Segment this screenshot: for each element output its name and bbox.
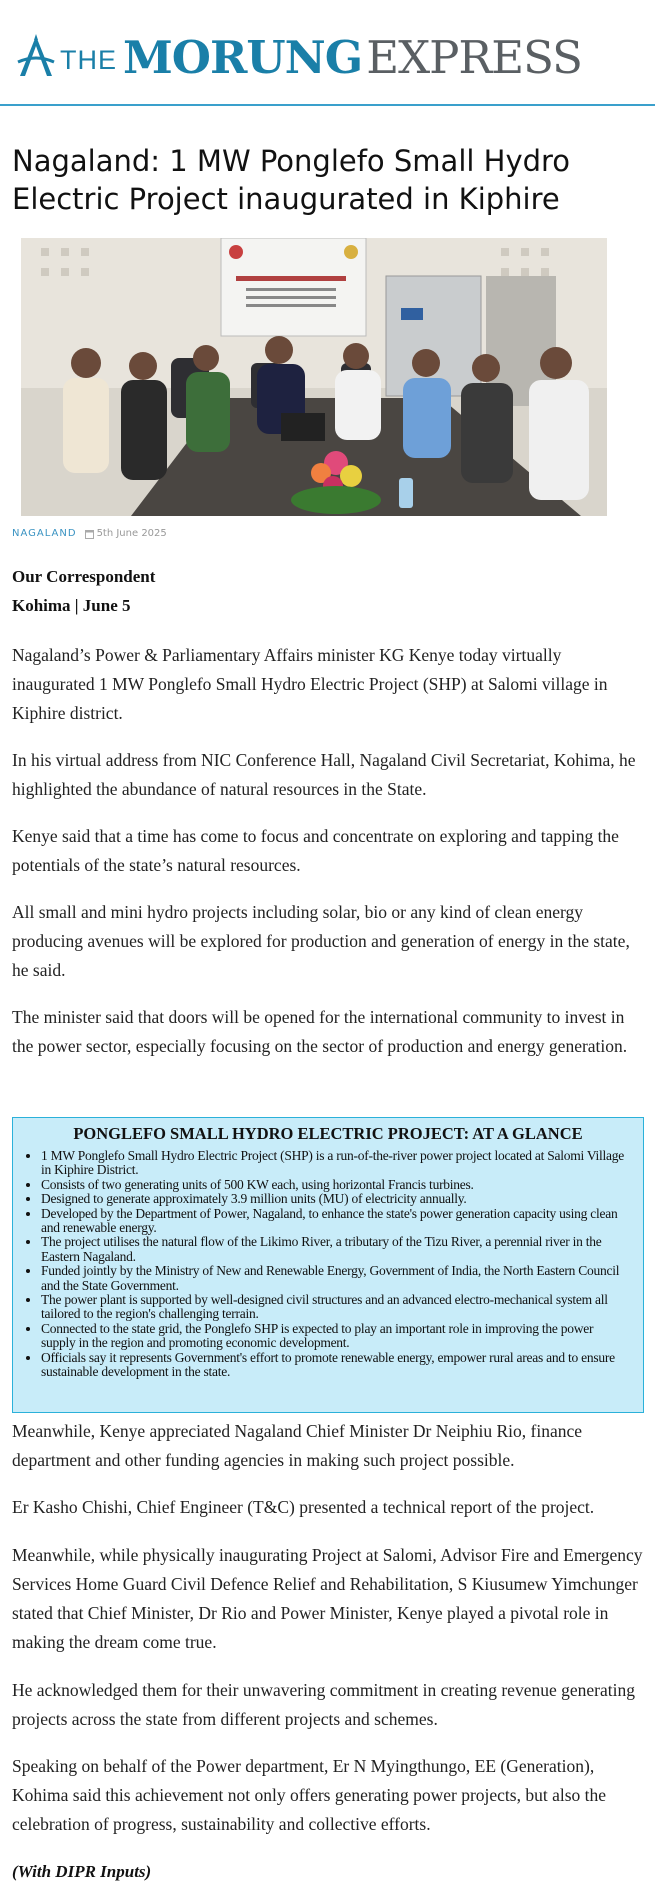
site-logo[interactable] [14,24,582,84]
byline-author: Our Correspondent [12,567,156,586]
byline [12,562,155,620]
paragraph: All small and mini hydro projects including solar, bio or any kind of clean energy producing avenues will be explored for production and generation of energy in the state, he said. [12,902,630,980]
byline-place: Kohima | June 5 [12,596,131,615]
paragraph: Nagaland’s Power & Parliamentary Affairs minister KG Kenye today virtually inaugurated 1 MW Ponglefo Small Hydro Electric Project (SHP) at Salomi village in Kiphire district. [12,645,608,723]
logo-express: EXPRESS [366,31,582,84]
paragraph: Meanwhile, while physically inaugurating Project at Salomi, Advisor Fire and Emergency Services Home Guard Civil Defence Relief and Rehabilitation, S Kiusumew Yimchunger stated that Chief Minister, Dr Rio and Power Minister, Kenye played a pivotal role in making the dream come true. [12,1545,643,1652]
list-item: • Developed by the Department of Power, Nagaland, to enhance the state's power generation capacity using clean and renewable energy. [41,1207,629,1236]
list-item: • Officials say it represents Government's effort to promote renewable energy, empower rural areas and to ensure sustainable development in the state. [41,1351,629,1380]
conference-photo-image [21,238,607,516]
article-photo [21,238,607,516]
at-a-glance-box [12,1117,644,1413]
list-item: • The project utilises the natural flow of the Likimo River, a tributary of the Tizu River, a perennial river in the Eastern Nagaland. [41,1235,629,1264]
paragraph: Er Kasho Chishi, Chief Engineer (T&C) presented a technical report of the project. [12,1497,595,1517]
paragraph: Speaking on behalf of the Power department, Er N Myingthungo, EE (Generation), Kohima said this achievement not only offers generating power projects, but also the celebration of progress, sustainability and collective efforts. [12,1756,607,1834]
paragraph: Kenye said that a time has come to focus and concentrate on exploring and tapping the potentials of the state’s natural resources. [12,826,619,875]
paragraph: In his virtual address from NIC Conference Hall, Nagaland Civil Secretariat, Kohima, he highlighted the abundance of natural resources in the State. [12,750,636,799]
list-item: • The power plant is supported by well-designed civil structures and an advanced electro-mechanical system all tailored to the region's challenging terrain. [41,1293,629,1322]
list-item: • Consists of two generating units of 500 KW each, using horizontal Francis turbines. [41,1178,629,1192]
list-item: • Connected to the state grid, the Ponglefo SHP is expected to play an important role in improving the power supply in the region and promoting economic development. [41,1322,629,1351]
at-a-glance-list [27,1149,629,1380]
list-item: • Designed to generate approximately 3.9 million units (MU) of electricity annually. [41,1192,629,1206]
logo-the: THE [60,45,117,75]
publish-date-text: 5th June 2025 [96,528,167,539]
category-link[interactable]: NAGALAND [12,528,77,539]
article-title: Nagaland: 1 MW Ponglefo Small Hydro Electric Project inaugurated in Kiphire [12,144,571,216]
logo-morung: MORUNG [123,31,363,84]
article-meta [12,528,167,539]
at-a-glance-title: PONGLEFO SMALL HYDRO ELECTRIC PROJECT: AT A GLANCE [73,1124,583,1143]
logo-emblem-icon [14,32,58,80]
paragraph: He acknowledged them for their unwavering commitment in creating revenue generating projects across the state from different projects and schemes. [12,1680,635,1729]
site-header [0,0,655,106]
sign-off: (With DIPR Inputs) [12,1862,152,1881]
list-item: • Funded jointly by the Ministry of New and Renewable Energy, Government of India, the North Eastern Council and the State Government. [41,1264,629,1293]
paragraph: Meanwhile, Kenye appreciated Nagaland Chief Minister Dr Neiphiu Rio, finance department and other funding agencies in making such project possible. [12,1421,583,1470]
list-item: • 1 MW Ponglefo Small Hydro Electric Project (SHP) is a run-of-the-river power project located at Salomi Village in Kiphire District. [41,1149,629,1178]
calendar-icon [85,529,94,539]
publish-date [85,528,167,539]
paragraph: The minister said that doors will be opened for the international community to invest in the power sector, especially focusing on the sector of production and energy generation. [12,1007,628,1056]
